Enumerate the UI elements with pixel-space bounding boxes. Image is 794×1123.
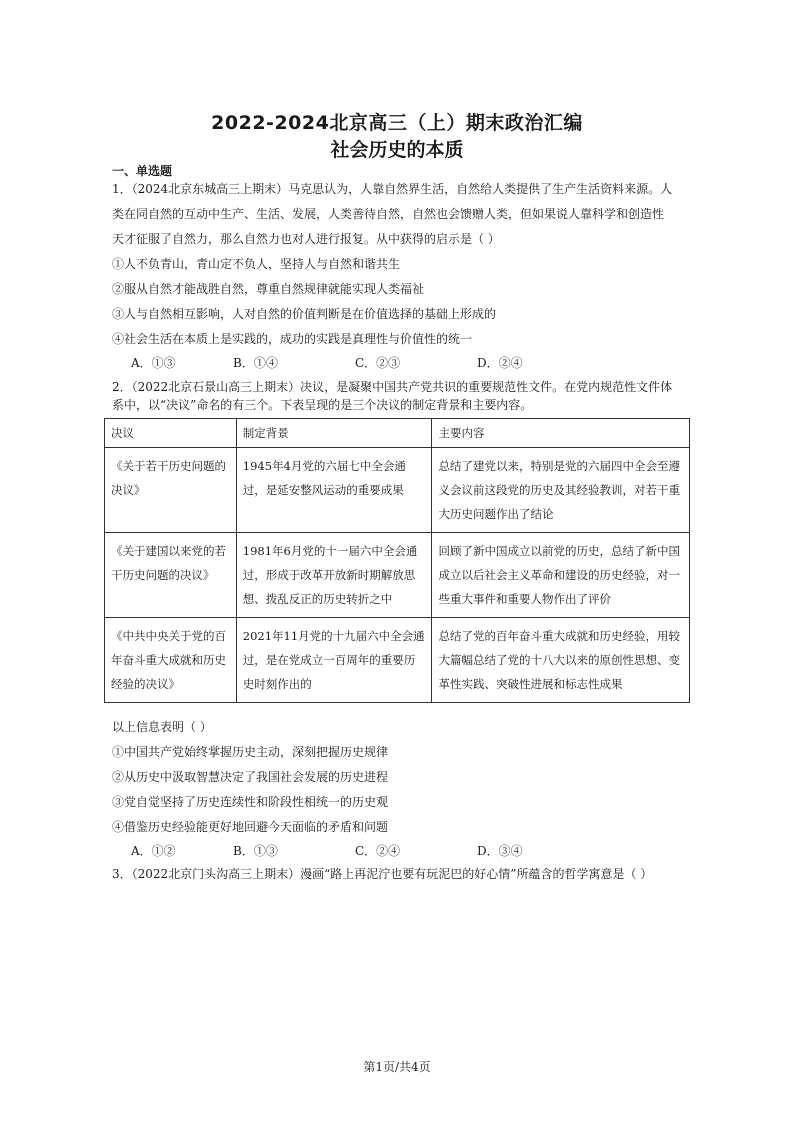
q3-stem-line: 3．（2022北京门头沟高三上期末）漫画“路上再泥泞也要有玩泥巴的好心情”所蕴含的哲学寓意是（ ） <box>112 867 653 881</box>
q2-item: ①中国共产党始终掌握历史主动，深刻把握历史规律 <box>112 745 389 759</box>
q1-item: ②服从自然才能战胜自然，尊重自然规律就能实现人类福祉 <box>112 282 425 296</box>
q2-option-d[interactable]: D．③④ <box>477 844 523 858</box>
q2-option-c[interactable]: C．②④ <box>355 844 401 858</box>
table-cell: 《关于若干历史问题的决议》 <box>105 448 237 533</box>
q1-item: ④社会生活在本质上是实践的，成功的实践是真理性与价值性的统一 <box>112 332 473 346</box>
q2-prompt: 以上信息表明（ ） <box>112 720 212 734</box>
q2-stem-line: 系中，以“决议”命名的有三个。下表呈现的是三个决议的制定背景和主要内容。 <box>112 398 533 412</box>
q2-stem-line: 2．（2022北京石景山高三上期末）决议，是凝聚中国共产党共识的重要规范性文件。在党内规范性文件体 <box>112 380 673 394</box>
q1-option-d[interactable]: D．②④ <box>477 356 523 370</box>
q1-option-c[interactable]: C．②③ <box>355 356 401 370</box>
table-cell: 回顾了新中国成立以前党的历史，总结了新中国成立以后社会主义革命和建设的历史经验，对一些重大事件和重要人物作出了评价 <box>432 533 690 618</box>
q2-option-b[interactable]: B．①③ <box>233 844 278 858</box>
q1-option-a[interactable]: A．①③ <box>131 356 176 370</box>
q1-stem-line: 天才征服了自然力，那么自然力也对人进行报复。从中获得的启示是（ ） <box>112 232 500 246</box>
q1-stem-line: 1．（2024北京东城高三上期末）马克思认为，人靠自然界生活，自然给人类提供了生产生活资料来源。人 <box>112 182 673 196</box>
table-header-row <box>105 419 690 448</box>
table-row <box>105 618 690 703</box>
table-cell: 总结了建党以来，特别是党的六届四中全会至遵义会议前这段党的历史及其经验教训，对若干重大历史问题作出了结论 <box>432 448 690 533</box>
table-row <box>105 533 690 618</box>
q2-item: ②从历史中汲取智慧决定了我国社会发展的历史进程 <box>112 770 389 784</box>
q2-item: ④借鉴历史经验能更好地回避今天面临的矛盾和问题 <box>112 820 389 834</box>
table-header-cell: 决议 <box>105 419 237 448</box>
resolutions-table <box>104 418 690 703</box>
table-header-cell: 制定背景 <box>236 419 432 448</box>
table-cell: 《关于建国以来党的若干历史问题的决议》 <box>105 533 237 618</box>
q2-option-a[interactable]: A．①② <box>131 844 176 858</box>
document-subtitle: 社会历史的本质 <box>330 139 464 161</box>
table-header-cell: 主要内容 <box>432 419 690 448</box>
table-cell: 《中共中央关于党的百年奋斗重大成就和历史经验的决议》 <box>105 618 237 703</box>
table-cell: 1945年4月党的六届七中全会通过，是延安整风运动的重要成果 <box>236 448 432 533</box>
page-footer: 第1页/共4页 <box>363 1060 431 1074</box>
table-cell: 2021年11月党的十九届六中全会通过，是在党成立一百周年的重要历史时刻作出的 <box>236 618 432 703</box>
table-cell: 1981年6月党的十一届六中全会通过，形成于改革开放新时期解放思想、拨乱反正的历史转折之中 <box>236 533 432 618</box>
table-row <box>105 448 690 533</box>
section-heading: 一、单选题 <box>112 164 173 178</box>
document-title: 2022-2024北京高三（上）期末政治汇编 <box>211 112 583 134</box>
q1-option-b[interactable]: B．①④ <box>233 356 278 370</box>
q2-item: ③党自觉坚持了历史连续性和阶段性相统一的历史观 <box>112 795 389 809</box>
table-cell: 总结了党的百年奋斗重大成就和历史经验，用较大篇幅总结了党的十八大以来的原创性思想、变革性实践、突破性进展和标志性成果 <box>432 618 690 703</box>
q1-stem-line: 类在同自然的互动中生产、生活、发展，人类善待自然，自然也会馈赠人类，但如果说人靠科学和创造性 <box>112 207 665 221</box>
q1-item: ①人不负青山，青山定不负人，坚持人与自然和谐共生 <box>112 257 401 271</box>
q1-item: ③人与自然相互影响，人对自然的价值判断是在价值选择的基础上形成的 <box>112 307 497 321</box>
